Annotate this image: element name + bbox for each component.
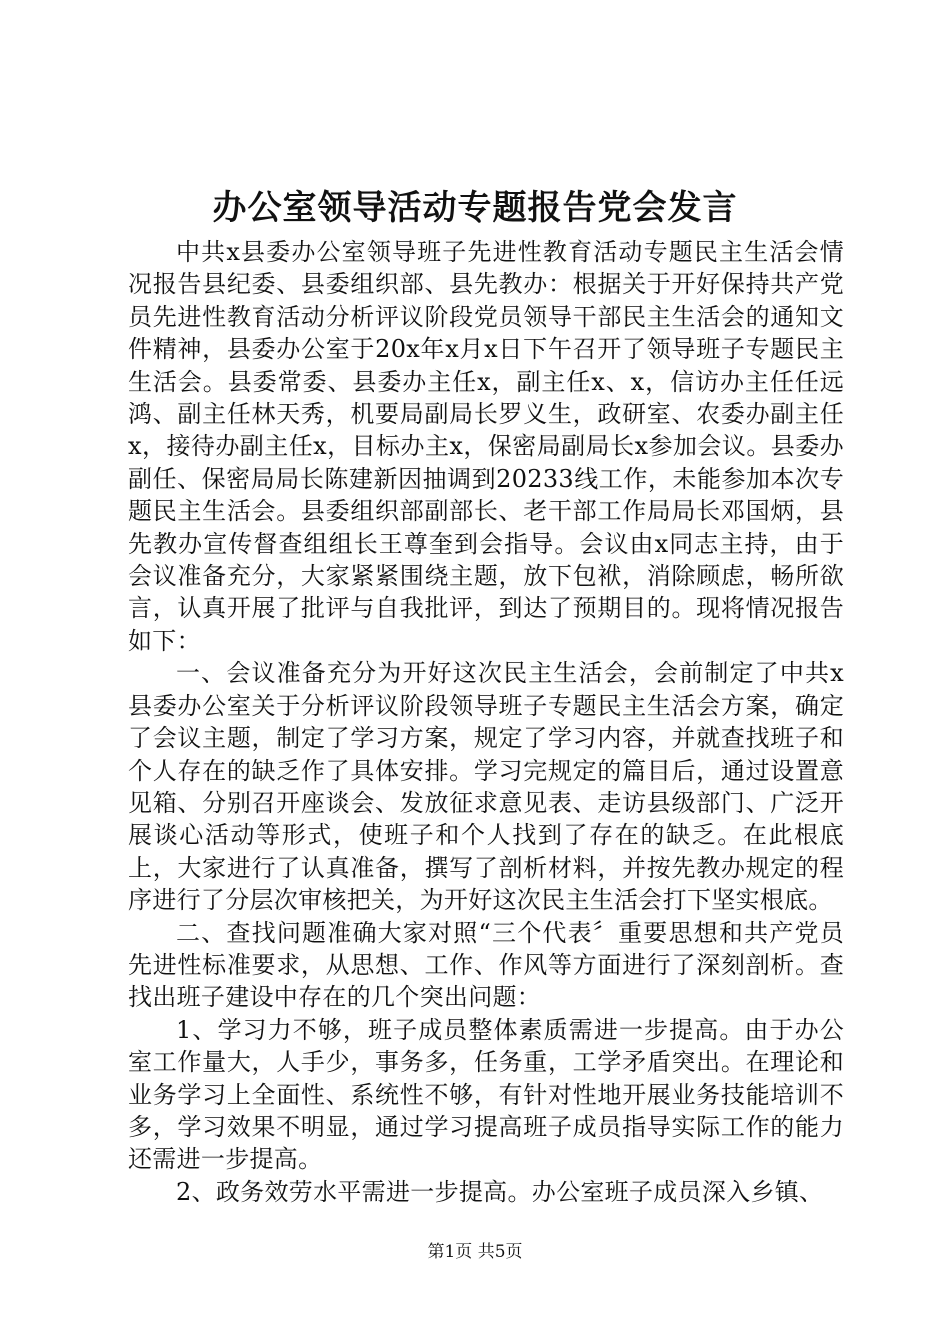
document-title: 办公室领导活动专题报告党会发言 [212,188,738,228]
document-body [128,236,844,1208]
page-number: 第1页 共5页 [427,1242,523,1262]
paragraph-section-2: 二、查找问题准确大家对照“三个代表〞重要思想和共产党员先进性标准要求，从思想、工作、作风等方面进行了深刻剖析。查找出班子建设中存在的几个突出问题： [128,918,844,1012]
paragraph-section-1: 一、会议准备充分为开好这次民主生活会，会前制定了中共x县委办公室关于分析评议阶段领导班子专题民主生活会方案，确定了会议主题，制定了学习方案，规定了学习内容，并就查找班子和个人存在的缺乏作了具体安排。学习完规定的篇目后，通过设置意见箱、分别召开座谈会、发放征求意见表、走访县级部门、广泛开展谈心活动等形式，使班子和个人找到了存在的缺乏。在此根底上，大家进行了认真准备，撰写了剖析材料，并按先教办规定的程序进行了分层次审核把关，为开好这次民主生活会打下坚实根底。 [128,659,844,915]
paragraph-item-1: 1、学习力不够，班子成员整体素质需进一步提高。由于办公室工作量大，人手少，事务多，任务重，工学矛盾突出。在理论和业务学习上全面性、系统性不够，有针对性地开展业务技能培训不多，学习效果不明显，通过学习提高班子成员指导实际工作的能力还需进一步提高。 [128,1015,844,1174]
paragraph-intro: 中共x县委办公室领导班子先进性教育活动专题民主生活会情况报告县纪委、县委组织部、县先教办：根据关于开好保持共产党员先进性教育活动分析评议阶段党员领导干部民主生活会的通知文件精神，县委办公室于20x年x月x日下午召开了领导班子专题民主生活会。县委常委、县委办主任x，副主任x、x，信访办主任任远鸿、副主任林天秀，机要局副局长罗义生，政研室、农委办副主任x，接待办副主任x，目标办主x，保密局副局长x参加会议。县委办副任、保密局局长陈建新因抽调到20233线工作，未能参加本次专题民主生活会。县委组织部副部长、老干部工作局局长邓国炳，县先教办宣传督查组组长王尊奎到会指导。会议由x同志主持，由于会议准备充分，大家紧紧围绕主题，放下包袱，消除顾虑，畅所欲言，认真开展了批评与自我批评，到达了预期目的。现将情况报告如下： [128,238,844,655]
paragraph-item-2: 2、政务效劳水平需进一步提高。办公室班子成员深入乡镇、 [176,1177,824,1206]
